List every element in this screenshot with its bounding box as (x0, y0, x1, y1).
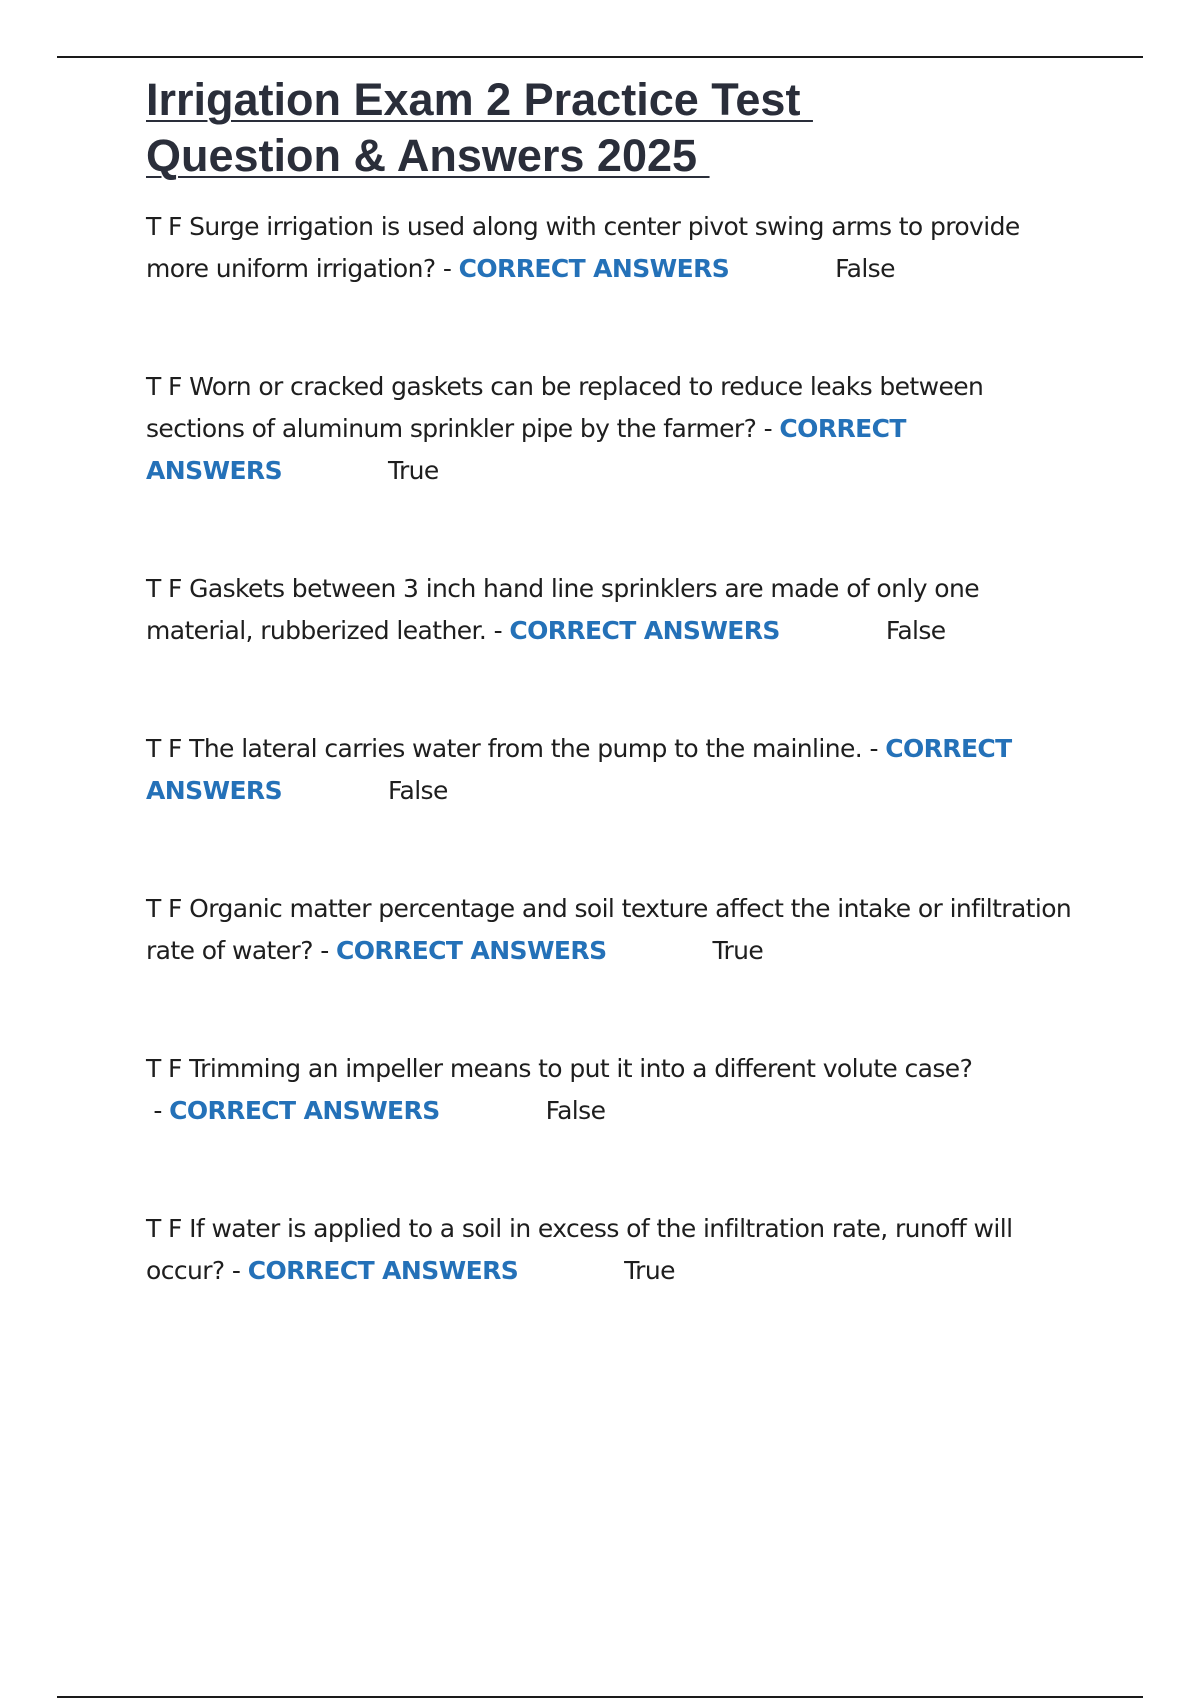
answer-separator: - (486, 616, 510, 645)
correct-answers-tag: CORRECT ANSWERS (146, 414, 906, 485)
answer-value: False (835, 254, 895, 283)
question-item-2 (146, 366, 1086, 492)
title-line-1: Irrigation Exam 2 Practice Test (146, 74, 813, 125)
answer-value: True (712, 936, 764, 965)
correct-answers-tag: CORRECT ANSWERS (458, 254, 730, 283)
question-text: T F Gaskets between 3 inch hand line sprinklers are made of only one material, rubberized leather. (146, 574, 979, 645)
question-item-4 (146, 728, 1086, 812)
correct-answers-tag: CORRECT ANSWERS (509, 616, 780, 645)
question-item-3 (146, 568, 1086, 652)
answer-separator: - (224, 1256, 248, 1285)
correct-answers-tag: CORRECT ANSWERS (146, 734, 1012, 805)
top-rule (57, 56, 1143, 58)
bottom-rule (57, 1696, 1143, 1698)
title-line-2: Question & Answers 2025 (146, 130, 710, 181)
answer-separator: - (435, 254, 459, 283)
correct-answers-tag: CORRECT ANSWERS (336, 936, 607, 965)
document-page (146, 72, 1086, 1368)
correct-answers-tag: CORRECT ANSWERS (169, 1096, 440, 1125)
answer-value: False (388, 776, 448, 805)
answer-value: False (545, 1096, 606, 1125)
question-item-5 (146, 888, 1086, 972)
answer-value: False (885, 616, 946, 645)
answer-value: True (388, 456, 439, 485)
answer-separator: - (862, 734, 886, 763)
answer-separator: - (146, 1096, 170, 1125)
question-item-7 (146, 1208, 1086, 1292)
question-item-6 (146, 1048, 1086, 1132)
correct-answers-tag: CORRECT ANSWERS (247, 1256, 519, 1285)
answer-separator: - (756, 414, 780, 443)
question-item-1 (146, 206, 1086, 290)
question-text: T F Surge irrigation is used along with center pivot swing arms to provide more uniform irrigation? (146, 212, 1020, 283)
question-list (146, 206, 1086, 1292)
question-text: T F The lateral carries water from the pump to the mainline. (146, 734, 863, 763)
question-text: T F If water is applied to a soil in excess of the infiltration rate, runoff will occur? (146, 1214, 1013, 1285)
question-text: T F Organic matter percentage and soil texture affect the intake or infiltration rate of water? (146, 894, 1072, 965)
question-text: T F Worn or cracked gaskets can be replaced to reduce leaks between sections of aluminum sprinkler pipe by the farmer? (146, 372, 984, 443)
question-text: T F Trimming an impeller means to put it into a different volute case? (146, 1054, 973, 1083)
answer-separator: - (312, 936, 336, 965)
document-title (146, 72, 1086, 184)
answer-value: True (624, 1256, 675, 1285)
